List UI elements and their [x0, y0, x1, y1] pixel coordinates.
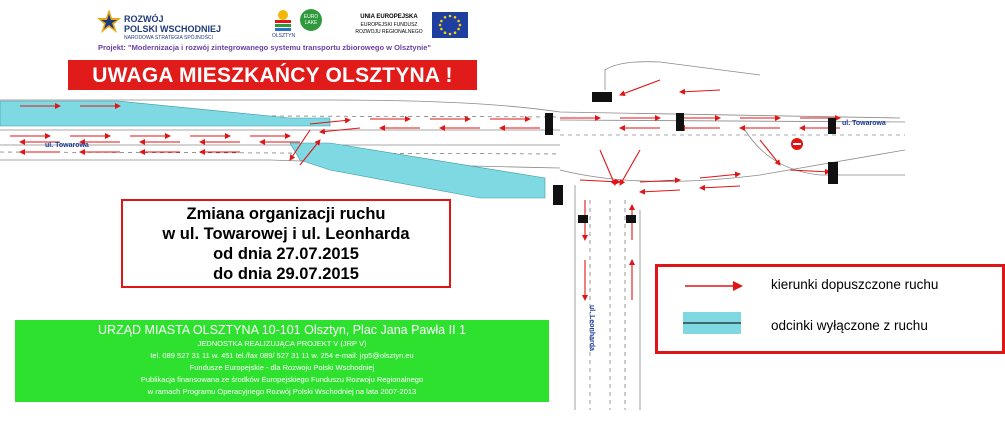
- olsztyn-logo-text: OLSZTYN: [272, 33, 296, 39]
- info-contact: tel. 089 527 31 11 w. 451 tel./fax 089/ 527 31 11 w. 254 e-mail: jrp5@olsztyn.eu: [150, 351, 414, 360]
- info-box: [15, 320, 549, 402]
- olsztyn-logo: [272, 8, 294, 40]
- legend-box: [655, 264, 1005, 354]
- notice-line1: Zmiana organizacji ruchu: [186, 205, 386, 223]
- info-publication: Publikacja finansowana ze środków Europejskiego Funduszu Rozwoju Regionalnego: [140, 375, 424, 384]
- legend-arrow-icon: [683, 279, 745, 293]
- info-unit: JEDNOSTKA REALIZUJĄCA PROJEKT V (JRP V): [197, 339, 367, 348]
- ue-line3: ROZWOJU REGIONALNEGO: [355, 29, 423, 35]
- street-label-towarowa-right: ul. Towarowa: [842, 120, 886, 127]
- legend-excluded-label: odcinki wyłączone z ruchu: [771, 318, 928, 333]
- street-label-towarowa-left: ul. Towarowa: [45, 142, 89, 149]
- rpw-line2: POLSKI WSCHODNIEJ: [124, 24, 222, 34]
- rpw-line1: ROZWÓJ: [124, 14, 164, 24]
- info-funds: Fundusze Europejskie - dla Rozwoju Polski Wschodniej: [189, 363, 375, 372]
- legend-allowed-label: kierunki dopuszczone ruchu: [771, 277, 939, 292]
- street-label-leonharda: ul. Leonharda: [588, 305, 595, 351]
- warning-banner: UWAGA MIESZKAŃCY OLSZTYNA !: [68, 60, 477, 90]
- closed-sections: [0, 101, 545, 198]
- info-title: URZĄD MIASTA OLSZTYNA 10-101 Olsztyn, Plac Jana Pawła II 1: [98, 323, 466, 337]
- ue-line2: EUROPEJSKI FUNDUSZ: [360, 22, 418, 28]
- notice-line4: do dnia 29.07.2015: [213, 265, 359, 283]
- rpw-line3: NARODOWA STRATEGIA SPÓJNOŚCI: [124, 35, 213, 41]
- euro-lake-badge: EURO LAKE: [300, 9, 322, 31]
- ue-line1: UNIA EUROPEJSKA: [360, 14, 418, 20]
- eu-flag-icon: [432, 12, 468, 38]
- legend-closed-section-icon: [683, 312, 741, 334]
- eu-logo: [350, 10, 470, 42]
- project-line: Projekt: "Modernizacja i rozwój zintegrowanego systemu transportu zbiorowego w Olsztynie": [98, 43, 431, 52]
- signal-blocks: [545, 92, 838, 223]
- notice-line3: od dnia 27.07.2015: [213, 245, 359, 263]
- notice-line2: w ul. Towarowej i ul. Leonharda: [162, 225, 410, 243]
- olsztyn-emblem-icon: [272, 8, 294, 32]
- info-programme: w ramach Programu Operacyjnego Rozwój Polski Wschodniej na lata 2007-2013: [147, 387, 417, 396]
- notice-box: [121, 199, 451, 288]
- rpw-emblem-icon: [96, 8, 122, 34]
- rozwoj-polski-wschodniej-logo: [96, 8, 266, 44]
